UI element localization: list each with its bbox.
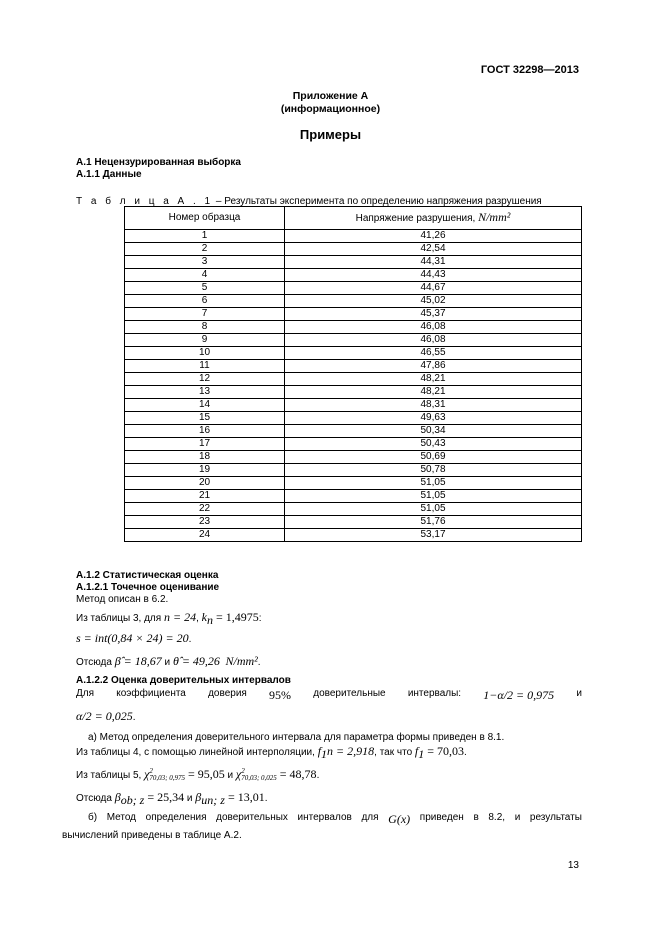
sample-number-cell: 14: [125, 399, 285, 412]
sample-number-cell: 9: [125, 334, 285, 347]
line-table5: Из таблицы 5, χ 2 70,03; 0,975 = 95,05 и χ 2 70,03; 0,025 = 48,78.: [76, 767, 320, 783]
section-a122-title: А.1.2.2 Оценка доверительных интервалов: [76, 675, 291, 686]
sample-number-cell: 7: [125, 308, 285, 321]
stress-value-cell: 42,54: [285, 243, 582, 256]
table-row: [125, 451, 582, 464]
sample-number-cell: 11: [125, 360, 285, 373]
stress-value-cell: 48,21: [285, 386, 582, 399]
stress-value-cell: 41,26: [285, 230, 582, 243]
table-row: [125, 230, 582, 243]
sample-number-cell: 1: [125, 230, 285, 243]
table-row: [125, 438, 582, 451]
stress-value-cell: 50,34: [285, 425, 582, 438]
line-betas: Отсюда $\beta_{ob; z} = 25,34$ и $\beta_{un; z} = 13,01$.: [76, 790, 268, 807]
sample-number-cell: 23: [125, 516, 285, 529]
section-a11-title: А.1.1 Данные: [76, 169, 142, 180]
table-row: [125, 529, 582, 542]
table-row: [125, 256, 582, 269]
table-row: [125, 373, 582, 386]
sample-number-cell: 6: [125, 295, 285, 308]
line-estimates: Отсюда β̂ = 18,67 и θ̂ = 49,26 N/mm².: [76, 654, 261, 668]
stress-value-cell: 44,31: [285, 256, 582, 269]
stress-value-cell: 45,02: [285, 295, 582, 308]
sample-number-cell: 10: [125, 347, 285, 360]
table-row: [125, 516, 582, 529]
table-row: [125, 347, 582, 360]
table-row: [125, 334, 582, 347]
stress-value-cell: 47,86: [285, 360, 582, 373]
stress-value-cell: 48,21: [285, 373, 582, 386]
section-a12-title: А.1.2 Статистическая оценка: [76, 570, 219, 581]
sample-number-cell: 16: [125, 425, 285, 438]
para-b-continuation: вычислений приведены в таблице А.2.: [62, 830, 242, 841]
stress-value-cell: 51,05: [285, 477, 582, 490]
stress-value-cell: 51,05: [285, 503, 582, 516]
document-code: ГОСТ 32298—2013: [480, 64, 579, 76]
line-table4: Из таблицы 4, с помощью линейной интерполяции, $f_1n = 2,918$, так что $f_1 = 70,03$.: [76, 744, 467, 761]
stress-value-cell: 50,69: [285, 451, 582, 464]
stress-value-cell: 46,55: [285, 347, 582, 360]
section-heading: Примеры: [299, 127, 362, 142]
stress-value-cell: 49,63: [285, 412, 582, 425]
table-row: [125, 477, 582, 490]
annex-title: Приложение А: [292, 90, 369, 102]
stress-value-cell: 50,43: [285, 438, 582, 451]
table-row: [125, 464, 582, 477]
sample-number-cell: 8: [125, 321, 285, 334]
stress-value-cell: 48,31: [285, 399, 582, 412]
table-row: [125, 269, 582, 282]
para-a: а) Метод определения доверительного интервала для параметра формы приведен в 8.1.: [88, 732, 505, 743]
table-caption-label: Т а б л и ц а А . 1: [76, 196, 214, 207]
line-alpha: α/2 = 0,025.: [76, 709, 136, 723]
table-row: [125, 282, 582, 295]
annex-subtitle: (информационное): [280, 103, 381, 115]
sample-number-cell: 13: [125, 386, 285, 399]
table-row: [125, 321, 582, 334]
sample-number-cell: 12: [125, 373, 285, 386]
stress-value-cell: 46,08: [285, 321, 582, 334]
stress-value-cell: 51,05: [285, 490, 582, 503]
line-s-formula: s = int(0,84 × 24) = 20.: [76, 631, 192, 645]
table-row: [125, 412, 582, 425]
table-row: [125, 399, 582, 412]
para-b: б) Метод определения доверительных интервалов для G(x) приведен в 8.2, и результаты: [88, 812, 582, 826]
sample-number-cell: 2: [125, 243, 285, 256]
section-a121-title: А.1.2.1 Точечное оценивание: [76, 582, 220, 593]
table-row: [125, 295, 582, 308]
sample-number-cell: 21: [125, 490, 285, 503]
sample-number-cell: 19: [125, 464, 285, 477]
stress-value-cell: 44,43: [285, 269, 582, 282]
sample-number-cell: 22: [125, 503, 285, 516]
table-row: [125, 360, 582, 373]
sample-number-cell: 5: [125, 282, 285, 295]
stress-value-cell: 45,37: [285, 308, 582, 321]
section-a1-title: А.1 Нецензурированная выборка: [76, 157, 241, 168]
table-caption-text: – Результаты эксперимента по определению напряжения разрушения: [213, 196, 542, 207]
table-row: [125, 503, 582, 516]
sample-number-cell: 20: [125, 477, 285, 490]
sample-number-cell: 17: [125, 438, 285, 451]
sample-number-cell: 15: [125, 412, 285, 425]
line-confidence: Для коэффициента доверия 95% доверительные интервалы: 1−α/2 = 0,975 и: [76, 688, 582, 702]
stress-value-cell: 44,67: [285, 282, 582, 295]
sample-number-cell: 4: [125, 269, 285, 282]
sample-number-cell: 18: [125, 451, 285, 464]
stress-value-cell: 50,78: [285, 464, 582, 477]
stress-value-cell: 51,76: [285, 516, 582, 529]
stress-value-cell: 46,08: [285, 334, 582, 347]
table-row: [125, 386, 582, 399]
page-number: 13: [567, 860, 579, 871]
column-header-sample: Номер образца: [125, 207, 285, 230]
results-table: [124, 206, 582, 542]
table-row: [125, 308, 582, 321]
column-header-stress: Напряжение разрушения, N/mm²: [285, 207, 582, 230]
line-table3: Из таблицы 3, для n = 24, $k_n = 1,4975$:: [76, 610, 262, 627]
table-row: [125, 425, 582, 438]
table-row: [125, 243, 582, 256]
method-note: Метод описан в 6.2.: [76, 594, 169, 605]
sample-number-cell: 24: [125, 529, 285, 542]
table-row: [125, 490, 582, 503]
stress-value-cell: 53,17: [285, 529, 582, 542]
sample-number-cell: 3: [125, 256, 285, 269]
